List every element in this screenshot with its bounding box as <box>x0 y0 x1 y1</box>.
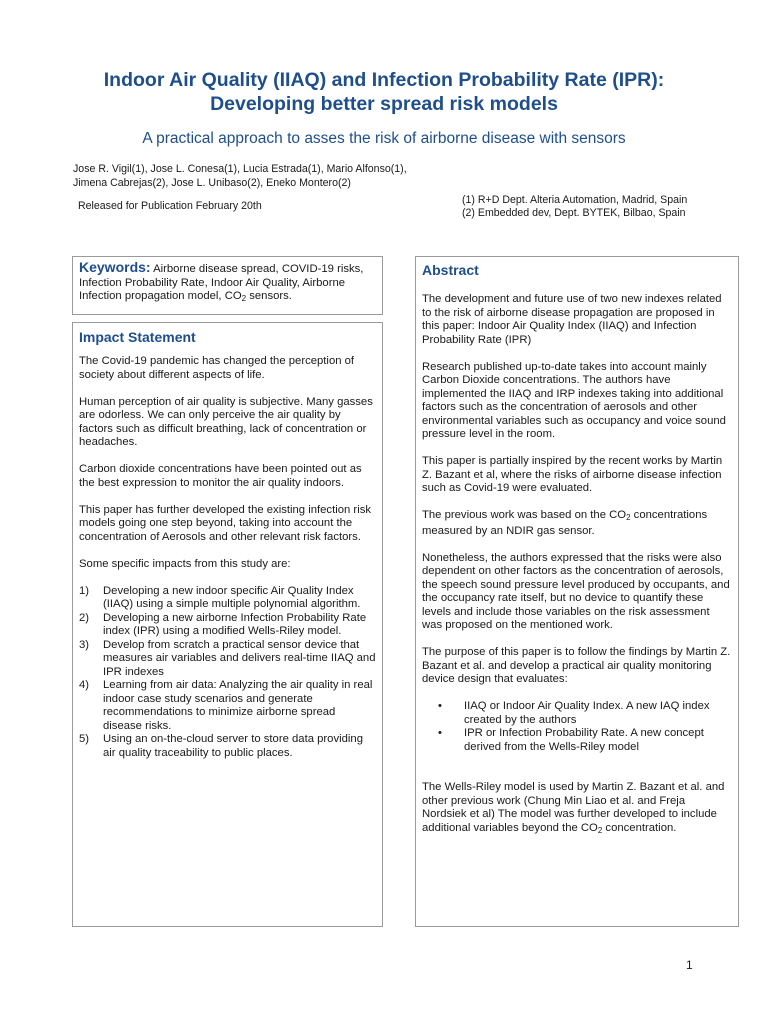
abstract-paragraph: The purpose of this paper is to follow the findings by Martin Z. Bazant et al. and develop a practical air quality monitoring device design that evaluates: <box>422 646 731 685</box>
co2-subscript: 2 <box>626 513 631 522</box>
list-number: 3) <box>79 638 90 651</box>
impact-paragraph: This paper has further developed the existing infection risk models going one step beyond, taking into account the concentration of Aerosols and other relevant risk factors. <box>79 503 371 543</box>
abstract-text: The Wells-Riley model is used by Martin Z. Bazant et al. and other previous work (Chung Min Liao et al. and Freja Nordsiek et al) The model was further developed to include additional variables beyond the CO <box>422 781 725 834</box>
impact-paragraph: Carbon dioxide concentrations have been pointed out as the best expression to monitor the air quality indoors. <box>79 463 362 489</box>
impact-statement-box <box>72 322 383 927</box>
keywords-tail: sensors. <box>246 290 292 302</box>
title-line-2: Developing better spread risk models <box>210 93 558 115</box>
release-note: Released for Publication February 20th <box>78 200 262 212</box>
abstract-paragraph <box>422 509 732 538</box>
impact-heading: Impact Statement <box>79 329 196 345</box>
paper-subtitle: A practical approach to asses the risk of airborne disease with sensors <box>142 130 626 147</box>
list-item <box>438 727 732 754</box>
keywords-text <box>79 261 376 306</box>
affiliations <box>462 194 687 219</box>
abstract-box <box>415 256 739 927</box>
list-text: IPR or Infection Probability Rate. A new concept derived from the Wells-Riley model <box>464 727 704 753</box>
abstract-paragraph: This paper is partially inspired by the recent works by Martin Z. Bazant et al, where the risks of airborne disease infection such as Covid-19 were evaluated. <box>422 455 723 494</box>
authors-line-1: Jose R. Vigil(1), Jose L. Conesa(1), Lucia Estrada(1), Mario Alfonso(1), <box>73 163 407 175</box>
impact-list <box>79 585 376 761</box>
title-line-1: Indoor Air Quality (IIAQ) and Infection Probability Rate (IPR): <box>103 69 665 91</box>
abstract-text: concentrations measured by an NDIR gas sensor. <box>422 509 708 537</box>
abstract-heading: Abstract <box>422 262 479 278</box>
page-number: 1 <box>686 958 693 972</box>
affiliation-2: (2) Embedded dev, Dept. BYTEK, Bilbao, Spain <box>462 206 686 219</box>
list-item <box>79 585 376 612</box>
keywords-list: Airborne disease spread, COVID-19 risks, Infection Probability Rate, Indoor Air Quality, Airborne Infection propagation model, CO <box>79 263 364 302</box>
list-number: 5) <box>79 733 90 745</box>
abstract-paragraph <box>422 781 732 837</box>
list-number: 4) <box>79 679 90 691</box>
list-item <box>79 612 376 639</box>
list-text: Developing a new indoor specific Air Quality Index (IIAQ) using a simple multiple polynomial algorithm. <box>103 584 361 610</box>
abstract-bullet-list <box>422 700 732 754</box>
co2-subscript: 2 <box>597 825 603 835</box>
list-number: 2) <box>79 611 90 624</box>
impact-paragraph: Some specific impacts from this study are: <box>79 557 291 570</box>
list-item <box>79 679 376 733</box>
keywords-co2-subscript: 2 <box>241 294 247 303</box>
bullet-icon: • <box>438 727 442 739</box>
author-list <box>73 162 493 190</box>
bullet-icon: • <box>438 700 442 712</box>
list-text: Using an on-the-cloud server to store data providing air quality traceability to public places. <box>103 733 363 759</box>
list-number: 1) <box>79 584 90 597</box>
list-item <box>438 700 732 727</box>
list-item <box>79 639 376 680</box>
list-text: Develop from scratch a practical sensor device that measures air variables and delivers real-time IIAQ and IPR indexes <box>103 638 376 678</box>
list-text: Developing a new airborne Infection Probability Rate index (IPR) using a modified Wells-Riley model. <box>103 611 367 637</box>
list-text: Learning from air data: Analyzing the air quality in real indoor case study scenarios and generate recommendations to minimize airborne spread disease risks. <box>103 679 373 732</box>
abstract-paragraph: Research published up-to-date takes into account mainly Carbon Dioxide concentrations. The authors have implemented the IIAQ and IRP indexes taking into additional factors such as the concentration of aerosols and other environmental variables such as occupancy and voice sound pressure level in the room. <box>422 360 726 440</box>
keywords-box <box>72 256 383 315</box>
abstract-text: concentration. <box>602 821 677 834</box>
impact-paragraph: Human perception of air quality is subjective. Many gasses are odorless. We can only perceive the air quality by factors such as difficult breathing, lack of concentration or headaches. <box>79 395 373 448</box>
abstract-paragraph: Nonetheless, the authors expressed that the risks were also dependent on other factors as the concentration of aerosols, the speech sound pressure level produced by occupants, and the occupancy rate itself, but no device to quantify these levels and include those variables on the risk assessment was proposed on the mentioned work. <box>422 551 730 631</box>
list-item <box>79 733 376 760</box>
keywords-label: Keywords: <box>79 259 151 275</box>
abstract-text: The previous work was based on the CO <box>422 509 627 521</box>
paper-title <box>40 68 728 116</box>
impact-paragraph: The Covid-19 pandemic has changed the perception of society about different aspects of life. <box>79 355 355 381</box>
authors-line-2: Jimena Cabrejas(2), Jose L. Unibaso(2), Eneko Montero(2) <box>73 177 351 189</box>
abstract-paragraph: The development and future use of two new indexes related to the risk of airborne disease propagation are proposed in this paper: Indoor Air Quality Index (IIAQ) and Infection Probability Rate (IPR) <box>422 293 722 346</box>
list-text: IIAQ or Indoor Air Quality Index. A new IAQ index created by the authors <box>464 700 710 726</box>
affiliation-1: (1) R+D Dept. Alteria Automation, Madrid, Spain <box>462 194 688 206</box>
